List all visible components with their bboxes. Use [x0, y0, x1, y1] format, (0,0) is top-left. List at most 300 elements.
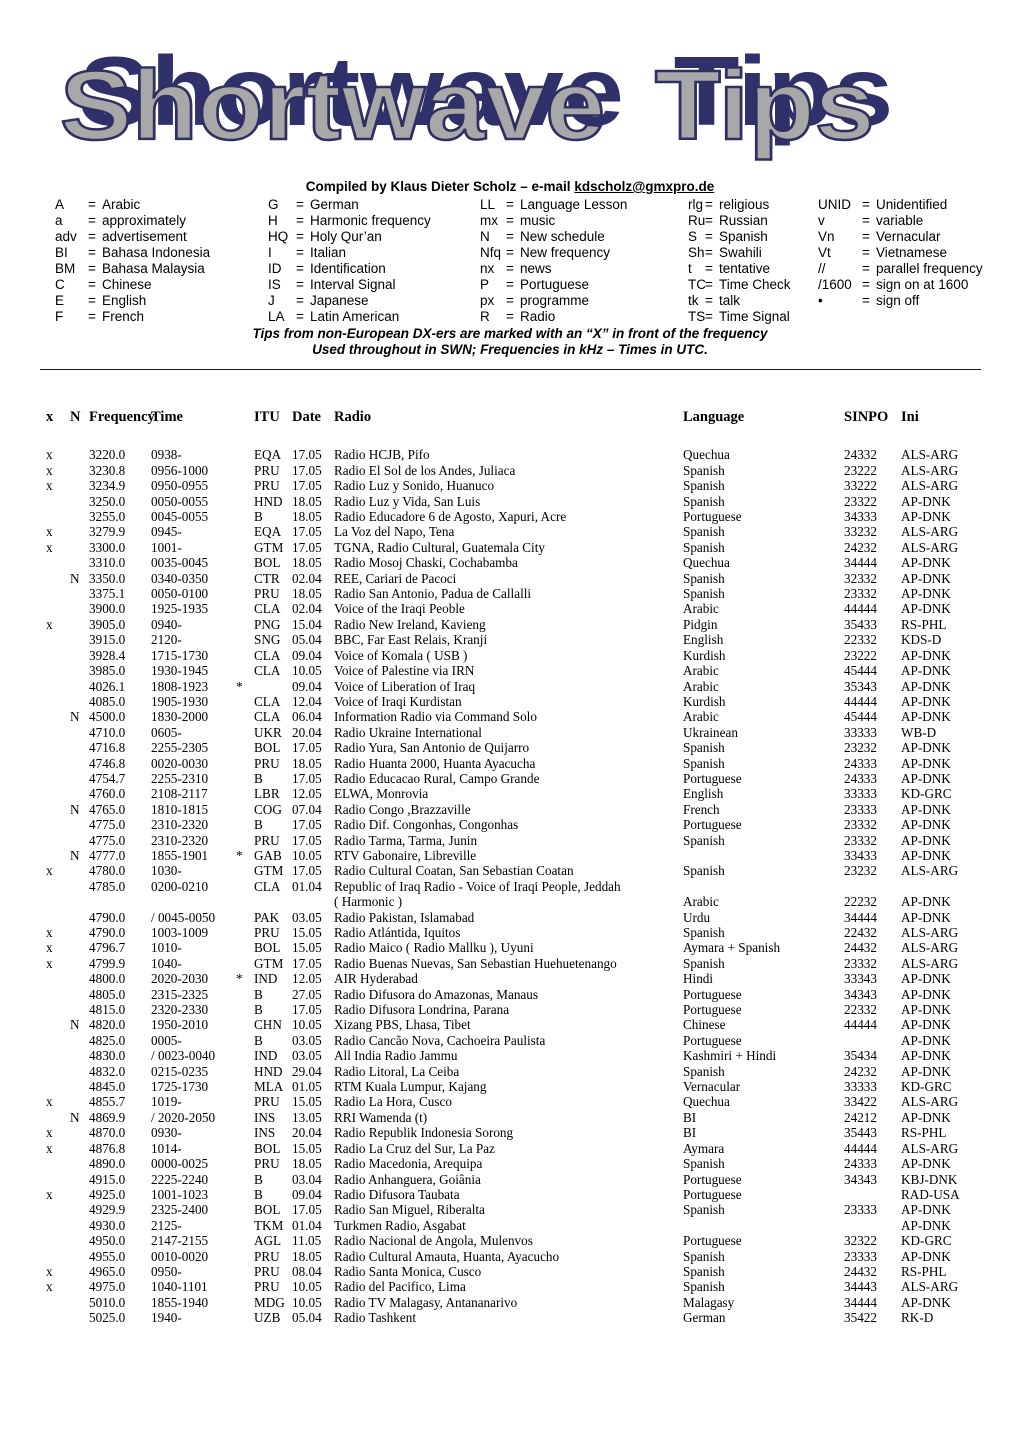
cell-language: Kashmiri + Hindi — [683, 1048, 777, 1064]
cell-date: 29.04 — [292, 1063, 322, 1079]
cell-flag — [236, 617, 254, 632]
table-row — [46, 694, 978, 709]
cell-radio: All India Radio Jammu — [334, 1048, 458, 1064]
cell-itu: B — [254, 1171, 263, 1187]
cell-frequency: 4832.0 — [89, 1063, 126, 1079]
cell-time: 1855-1940 — [151, 1294, 209, 1310]
cell-ini: AP-DNK — [901, 509, 951, 525]
legend-abbr: // — [818, 261, 826, 276]
cell-date: 27.05 — [292, 986, 322, 1002]
cell-language: Hindi — [683, 971, 714, 987]
legend-equals: = — [296, 309, 304, 324]
legend-meaning: English — [102, 293, 147, 308]
legend-equals: = — [506, 277, 514, 292]
cell-x — [46, 1002, 70, 1017]
cell-date: 09.04 — [292, 678, 322, 694]
cell-language: Arabic — [683, 678, 719, 694]
cell-language: Malagasy — [683, 1294, 735, 1310]
cell-time: 1950-2010 — [151, 1017, 209, 1033]
legend-abbr: J — [268, 293, 275, 308]
cell-language: Kurdish — [683, 647, 726, 663]
cell-date: 11.05 — [292, 1233, 322, 1249]
cell-n — [70, 833, 89, 848]
cell-itu: B — [254, 1002, 263, 1018]
legend-entry — [268, 277, 480, 293]
cell-language: Spanish — [683, 955, 725, 971]
cell-sinpo: 22232 — [844, 894, 877, 910]
cell-ini: AP-DNK — [901, 1156, 951, 1172]
cell-ini: KD-GRC — [901, 1079, 952, 1095]
cell-time: 1014- — [151, 1140, 182, 1156]
cell-date: 10.05 — [292, 1279, 322, 1295]
cell-time: 1019- — [151, 1094, 182, 1110]
legend-meaning: tentative — [719, 261, 771, 276]
email-link[interactable]: kdscholz@gmxpro.de — [574, 179, 715, 194]
cell-ini: AP-DNK — [901, 647, 951, 663]
cell-n — [70, 1156, 89, 1171]
table-row — [46, 1172, 978, 1187]
cell-language: BI — [683, 1125, 697, 1141]
cell-frequency: 3300.0 — [89, 539, 126, 555]
cell-language: Spanish — [683, 570, 725, 586]
legend-entry — [818, 197, 985, 213]
table-row — [46, 1295, 978, 1310]
cell-n — [70, 478, 89, 493]
cell-ini: ALS-ARG — [901, 1094, 959, 1110]
table-row — [46, 1156, 978, 1171]
cell-date: 17.05 — [292, 462, 322, 478]
cell-language: Spanish — [683, 1202, 725, 1218]
cell-sinpo: 33333 — [844, 724, 877, 740]
cell-ini: AP-DNK — [901, 909, 951, 925]
cell-sinpo — [844, 1033, 901, 1048]
legend-entry — [688, 213, 818, 229]
compiled-by-line — [0, 179, 1020, 195]
column-header-sinpo: SINPO — [844, 409, 889, 425]
legend-equals: = — [88, 261, 96, 276]
cell-itu: BOL — [254, 940, 281, 956]
cell-date: 17.05 — [292, 863, 322, 879]
cell-x — [46, 802, 70, 817]
legend-entry — [55, 197, 268, 213]
cell-frequency: 4716.8 — [89, 740, 126, 756]
legend-abbr: t — [688, 261, 692, 276]
cell-ini: AP-DNK — [901, 1217, 951, 1233]
cell-frequency: 4799.9 — [89, 955, 126, 971]
cell-sinpo: 23232 — [844, 740, 877, 756]
legend-entry — [55, 309, 268, 325]
legend-meaning: Japanese — [310, 293, 369, 308]
cell-x — [46, 894, 70, 909]
cell-ini: AP-DNK — [901, 570, 951, 586]
legend-entry — [688, 245, 818, 261]
table-row — [46, 863, 978, 878]
cell-radio: Radio Mosoj Chaski, Cochabamba — [334, 555, 518, 571]
cell-radio: Voice of Liberation of Iraq — [334, 678, 476, 694]
cell-flag — [236, 571, 254, 586]
cell-ini: AP-DNK — [901, 1202, 951, 1218]
table-row — [46, 756, 978, 771]
cell-time: 1001-1023 — [151, 1186, 209, 1202]
table-row — [46, 987, 978, 1002]
cell-n: N — [70, 570, 80, 586]
cell-date: 17.05 — [292, 955, 322, 971]
cell-language: Portuguese — [683, 1002, 742, 1018]
cell-language: Portuguese — [683, 986, 742, 1002]
cell-date: 12.05 — [292, 971, 322, 987]
cell-n — [70, 1048, 89, 1063]
cell-frequency: 4855.7 — [89, 1094, 126, 1110]
cell-x — [46, 725, 70, 740]
cell-date: 01.04 — [292, 1217, 322, 1233]
cell-n — [70, 925, 89, 940]
legend-equals: = — [88, 229, 96, 244]
legend-entry — [818, 229, 985, 245]
cell-flag — [236, 1249, 254, 1264]
cell-x — [46, 632, 70, 647]
cell-sinpo: 33422 — [844, 1094, 877, 1110]
cell-flag — [236, 1125, 254, 1140]
cell-itu: INS — [254, 1109, 276, 1125]
column-header-itu: ITU — [254, 409, 280, 425]
cell-date — [292, 894, 334, 909]
cell-time: 0938- — [151, 447, 182, 463]
legend-meaning: Bahasa Malaysia — [102, 261, 205, 276]
cell-ini: AP-DNK — [901, 601, 951, 617]
cell-x — [46, 1156, 70, 1171]
cell-frequency: 3350.0 — [89, 570, 126, 586]
cell-ini: AP-DNK — [901, 740, 951, 756]
legend-meaning: religious — [719, 197, 770, 212]
legend-meaning: Time Signal — [719, 309, 790, 324]
column-header-ini: Ini — [901, 409, 919, 425]
cell-itu: PRU — [254, 1156, 280, 1172]
cell-time: 1810-1815 — [151, 801, 209, 817]
legend-abbr: BM — [55, 261, 76, 276]
legend-abbr: Vt — [818, 245, 831, 260]
cell-sinpo: 23332 — [844, 817, 877, 833]
legend-column-4 — [688, 197, 818, 325]
cell-ini: AP-DNK — [901, 663, 951, 679]
cell-time: 0930- — [151, 1125, 182, 1141]
legend-entry — [268, 261, 480, 277]
cell-flag — [236, 863, 254, 878]
legend-entry — [818, 261, 985, 277]
table-row — [46, 1017, 978, 1032]
cell-date: 03.05 — [292, 909, 322, 925]
cell-radio: Radio Maico ( Radio Mallku ), Uyuni — [334, 940, 534, 956]
cell-frequency: 4890.0 — [89, 1156, 126, 1172]
cell-date: 17.05 — [292, 447, 322, 463]
cell-ini: RS-PHL — [901, 1125, 947, 1141]
cell-radio: Radio El Sol de los Andes, Juliaca — [334, 462, 516, 478]
cell-n — [70, 447, 89, 462]
cell-sinpo: 44444 — [844, 1140, 877, 1156]
cell-x — [46, 817, 70, 832]
cell-language: Spanish — [683, 493, 725, 509]
cell-ini: AP-DNK — [901, 971, 951, 987]
cell-itu — [254, 894, 292, 909]
cell-flag — [236, 910, 254, 925]
cell-sinpo: 34444 — [844, 555, 877, 571]
cell-radio: Voice of Palestine via IRN — [334, 663, 475, 679]
table-row — [46, 679, 978, 694]
cell-frequency: 4965.0 — [89, 1263, 126, 1279]
cell-itu: UZB — [254, 1310, 281, 1326]
cell-radio: La Voz del Napo, Tena — [334, 524, 455, 540]
legend-equals: = — [296, 229, 304, 244]
cell-time: 0945- — [151, 524, 182, 540]
cell-frequency: 4930.0 — [89, 1217, 126, 1233]
cell-frequency: 5025.0 — [89, 1310, 126, 1326]
cell-frequency: 3928.4 — [89, 647, 126, 663]
cell-radio: ELWA, Monrovia — [334, 786, 429, 802]
page-title-text: Shortwave Tips — [60, 50, 875, 160]
legend-abbr: H — [268, 213, 278, 228]
cell-itu: MLA — [254, 1079, 284, 1095]
cell-x — [46, 1218, 70, 1233]
cell-ini: ALS-ARG — [901, 863, 959, 879]
cell-n — [70, 910, 89, 925]
frequency-table — [46, 410, 978, 1326]
legend-meaning: Harmonic frequency — [310, 213, 431, 228]
legend-entry — [688, 229, 818, 245]
table-row — [46, 802, 978, 817]
cell-radio: Radio Cancão Nova, Cachoeira Paulista — [334, 1032, 546, 1048]
table-row — [46, 1310, 978, 1325]
legend-entry — [688, 293, 818, 309]
cell-x: x — [46, 1186, 53, 1202]
cell-x — [46, 694, 70, 709]
cell-sinpo: 34443 — [844, 1279, 877, 1295]
legend-meaning: sign on at 1600 — [876, 277, 969, 292]
table-row — [46, 509, 978, 524]
cell-date: 12.05 — [292, 786, 322, 802]
cell-language — [683, 848, 844, 863]
legend-entry — [818, 277, 985, 293]
cell-frequency: 4925.0 — [89, 1186, 126, 1202]
cell-flag — [236, 833, 254, 848]
cell-itu: EQA — [254, 447, 282, 463]
legend-entry — [55, 293, 268, 309]
cell-frequency: 4869.9 — [89, 1109, 126, 1125]
cell-frequency: 3234.9 — [89, 478, 126, 494]
cell-time: 0605- — [151, 724, 182, 740]
cell-x — [46, 509, 70, 524]
cell-time: 0050-0055 — [151, 493, 209, 509]
cell-date: 02.04 — [292, 601, 322, 617]
legend-meaning: Italian — [310, 245, 347, 260]
cell-time: 0940- — [151, 616, 182, 632]
cell-ini: KD-GRC — [901, 786, 952, 802]
cell-sinpo: 44444 — [844, 1017, 877, 1033]
cell-time: / 2020-2050 — [151, 1109, 216, 1125]
cell-language: Aymara + Spanish — [683, 940, 781, 956]
legend-equals: = — [88, 245, 96, 260]
cell-flag: * — [236, 971, 243, 987]
cell-itu: B — [254, 986, 263, 1002]
cell-frequency: 4754.7 — [89, 770, 126, 786]
cell-radio: Radio Congo ,Brazzaville — [334, 801, 471, 817]
cell-language: Portuguese — [683, 1233, 742, 1249]
legend-meaning: parallel frequency — [876, 261, 983, 276]
cell-time: / 0045-0050 — [151, 909, 216, 925]
table-row — [46, 1125, 978, 1140]
cell-n — [70, 786, 89, 801]
cell-language: Aymara — [683, 1140, 725, 1156]
cell-ini: AP-DNK — [901, 693, 951, 709]
cell-time: 0020-0030 — [151, 755, 209, 771]
cell-itu: GTM — [254, 863, 284, 879]
legend-meaning: talk — [719, 293, 741, 308]
cell-radio: Radio Tarma, Tarma, Junin — [334, 832, 478, 848]
cell-sinpo: 24333 — [844, 1156, 877, 1172]
cell-n — [70, 1264, 89, 1279]
cell-ini: AP-DNK — [901, 832, 951, 848]
legend-column-5 — [818, 197, 985, 325]
cell-n — [70, 771, 89, 786]
cell-sinpo: 35443 — [844, 1125, 877, 1141]
legend-meaning: Chinese — [102, 277, 152, 292]
cell-date: 17.05 — [292, 817, 322, 833]
legend-abbr: a — [55, 213, 63, 228]
cell-flag — [236, 987, 254, 1002]
cell-date: 18.05 — [292, 555, 322, 571]
cell-x — [46, 648, 70, 663]
cell-radio: Radio Luz y Vida, San Luis — [334, 493, 481, 509]
cell-ini: ALS-ARG — [901, 955, 959, 971]
cell-frequency: 4975.0 — [89, 1279, 126, 1295]
legend-abbr: ID — [268, 261, 282, 276]
cell-flag — [236, 1310, 254, 1325]
cell-radio: Radio Educacao Rural, Campo Grande — [334, 770, 540, 786]
cell-date: 17.05 — [292, 740, 322, 756]
cell-language: Spanish — [683, 1279, 725, 1295]
cell-date: 18.05 — [292, 1248, 322, 1264]
cell-n — [70, 1218, 89, 1233]
cell-date: 10.05 — [292, 1294, 322, 1310]
cell-sinpo: 24232 — [844, 1063, 877, 1079]
cell-time: 0010-0020 — [151, 1248, 209, 1264]
cell-ini: AP-DNK — [901, 493, 951, 509]
table-row — [46, 494, 978, 509]
legend-meaning: approximately — [102, 213, 187, 228]
legend-equals: = — [296, 213, 304, 228]
cell-language: Portuguese — [683, 1032, 742, 1048]
cell-time: 2225-2240 — [151, 1171, 209, 1187]
cell-n: N — [70, 847, 80, 863]
cell-itu: INS — [254, 1125, 276, 1141]
cell-ini — [901, 879, 978, 894]
legend-entry — [818, 213, 985, 229]
cell-n — [70, 463, 89, 478]
cell-radio: Radio Cultural Coatan, San Sebastian Coatan — [334, 863, 574, 879]
cell-frequency: 3900.0 — [89, 601, 126, 617]
cell-itu: PRU — [254, 925, 280, 940]
legend-column-1 — [55, 197, 268, 325]
cell-radio: Radio Ukraine International — [334, 724, 482, 740]
cell-flag — [236, 709, 254, 724]
cell-date: 20.04 — [292, 1125, 322, 1141]
cell-date: 15.05 — [292, 1140, 322, 1156]
table-row — [46, 786, 978, 801]
legend-equals: = — [862, 197, 870, 212]
cell-date: 03.04 — [292, 1171, 322, 1187]
cell-language: Ukrainean — [683, 724, 738, 740]
cell-radio: Voice of the Iraqi Peoble — [334, 601, 465, 617]
legend-entry — [688, 309, 818, 325]
cell-sinpo: 32322 — [844, 1233, 877, 1249]
cell-frequency: 4845.0 — [89, 1079, 126, 1095]
cell-x — [46, 1110, 70, 1125]
cell-x: x — [46, 616, 53, 632]
cell-sinpo: 34343 — [844, 986, 877, 1002]
cell-radio: Radio La Hora, Cusco — [334, 1094, 452, 1110]
legend-abbr: F — [55, 309, 64, 324]
cell-x — [46, 555, 70, 570]
cell-itu: UKR — [254, 724, 282, 740]
table-row — [46, 478, 978, 493]
cell-language: English — [683, 786, 724, 802]
cell-radio: Radio Luz y Sonido, Huanuco — [334, 478, 495, 494]
cell-itu: IND — [254, 1048, 278, 1064]
cell-frequency: 4950.0 — [89, 1233, 126, 1249]
legend-equals: = — [506, 245, 514, 260]
cell-time: 1001- — [151, 539, 182, 555]
cell-itu: GAB — [254, 847, 282, 863]
cell-time: 2325-2400 — [151, 1202, 209, 1218]
cell-itu: CLA — [254, 693, 281, 709]
cell-language: Pidgin — [683, 616, 718, 632]
legend-abbr: Ru — [688, 213, 706, 228]
cell-itu: CHN — [254, 1017, 282, 1033]
legend-abbr: tk — [688, 293, 699, 308]
legend-meaning: Unidentified — [876, 197, 948, 212]
legend-equals: = — [88, 197, 96, 212]
cell-frequency: 4785.0 — [89, 878, 126, 894]
cell-date: 08.04 — [292, 1263, 322, 1279]
legend-entry — [480, 309, 688, 325]
cell-frequency: 4500.0 — [89, 709, 126, 725]
cell-flag — [236, 1017, 254, 1032]
cell-language: Quechua — [683, 447, 730, 463]
compiled-by-text: Compiled by Klaus Dieter Scholz – e-mail — [305, 179, 571, 194]
cell-radio: Radio Cultural Amauta, Huanta, Ayacucho — [334, 1248, 560, 1264]
cell-flag — [236, 1233, 254, 1248]
cell-sinpo: 24432 — [844, 940, 877, 956]
cell-frequency: 4800.0 — [89, 971, 126, 987]
cell-time: 2020-2030 — [151, 971, 209, 987]
cell-time: 2125- — [151, 1217, 182, 1233]
cell-n — [70, 601, 89, 616]
table-row — [46, 447, 978, 462]
table-row — [46, 1002, 978, 1017]
cell-frequency: 4805.0 — [89, 986, 126, 1002]
cell-frequency: 3279.9 — [89, 524, 126, 540]
cell-time: 1040- — [151, 955, 182, 971]
cell-n: N — [70, 1017, 80, 1033]
cell-ini: ALS-ARG — [901, 539, 959, 555]
cell-time: 0950-0955 — [151, 478, 209, 494]
column-header-language: Language — [683, 409, 745, 425]
legend-meaning: Radio — [520, 309, 556, 324]
cell-flag: * — [236, 847, 243, 863]
cell-flag — [236, 1187, 254, 1202]
cell-date: 17.05 — [292, 770, 322, 786]
cell-sinpo: 24432 — [844, 1263, 877, 1279]
cell-ini: ALS-ARG — [901, 447, 959, 463]
legend-equals: = — [88, 309, 96, 324]
